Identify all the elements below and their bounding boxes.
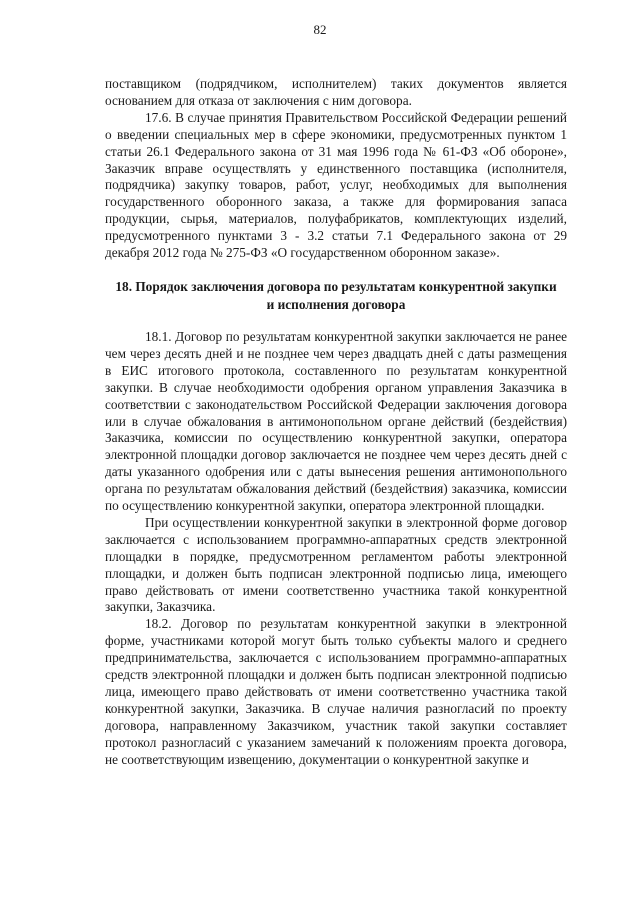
paragraph-18-1: 18.1. Договор по результатам конкурентной закупки заключается не ранее чем через десять дней и не позднее чем через двадцать дней с даты размещения в ЕИС итогового протокола, составленного по результатам конкурентной закупки. В случае необходимости одобрения органом управления Заказчика в соответствии с законодательством Российской Федерации заключения договора или в случае обжалования в антимонопольном органе действий (бездействия) Заказчика, комиссии по осуществлению конкурентной закупки, оператора электронной площадки договор заключается не позднее чем через десять дней с даты указанного одобрения или с даты вынесения решения антимонопольного органа по результатам обжалования действий (бездействия) заказчика, комиссии по осуществлению конкурентной закупки, оператора электронной площадки. <box>105 328 567 514</box>
section-heading: 18. Порядок заключения договора по результатам конкурентной закупки и исполнения договора <box>115 278 557 312</box>
paragraph-continuation: поставщиком (подрядчиком, исполнителем) таких документов является основанием для отказа от заключения с ним договора. <box>105 76 567 108</box>
paragraph-electronic-form: При осуществлении конкурентной закупки в электронной форме договор заключается с использованием программно-аппаратных средств электронной площадки в порядке, предусмотренном регламентом работы электронной площадки, и должен быть подписан электронной подписью лица, имеющего право действовать от имени соответственно участника такой конкурентной закупки, Заказчика. <box>105 514 567 615</box>
page-number: 82 <box>313 22 327 37</box>
page-content <box>105 76 567 769</box>
paragraph-18-2: 18.2. Договор по результатам конкурентной закупки в электронной форме, участниками которой могут быть только субъекты малого и среднего предпринимательства, заключается с использованием программно-аппаратных средств электронной площадки и должен быть подписан электронной подписью лица, имеющего право действовать от имени соответственно участника такой конкурентной закупки, Заказчика. В случае наличия разногласий по проекту договора, направленному Заказчиком, участник такой закупки составляет протокол разногласий с указанием замечаний к положениям проекта договора, не соответствующим извещению, документации о конкурентной закупке и <box>105 616 567 767</box>
paragraph-17-6: 17.6. В случае принятия Правительством Российской Федерации решений о введении специальных мер в сфере экономики, предусмотренных пунктом 1 статьи 26.1 Федерального закона от 31 мая 1996 года № 61-ФЗ «Об обороне», Заказчик вправе осуществлять у единственного поставщика (исполнителя, подрядчика) закупку товаров, работ, услуг, необходимых для выполнения государственного оборонного заказа, а также для формирования запаса продукции, сырья, материалов, полуфабрикатов, комплектующих изделий, предусмотренного пунктами 3 - 3.2 статьи 7.1 Федерального закона от 29 декабря 2012 года № 275-ФЗ «О государственном оборонном заказе». <box>105 109 567 261</box>
